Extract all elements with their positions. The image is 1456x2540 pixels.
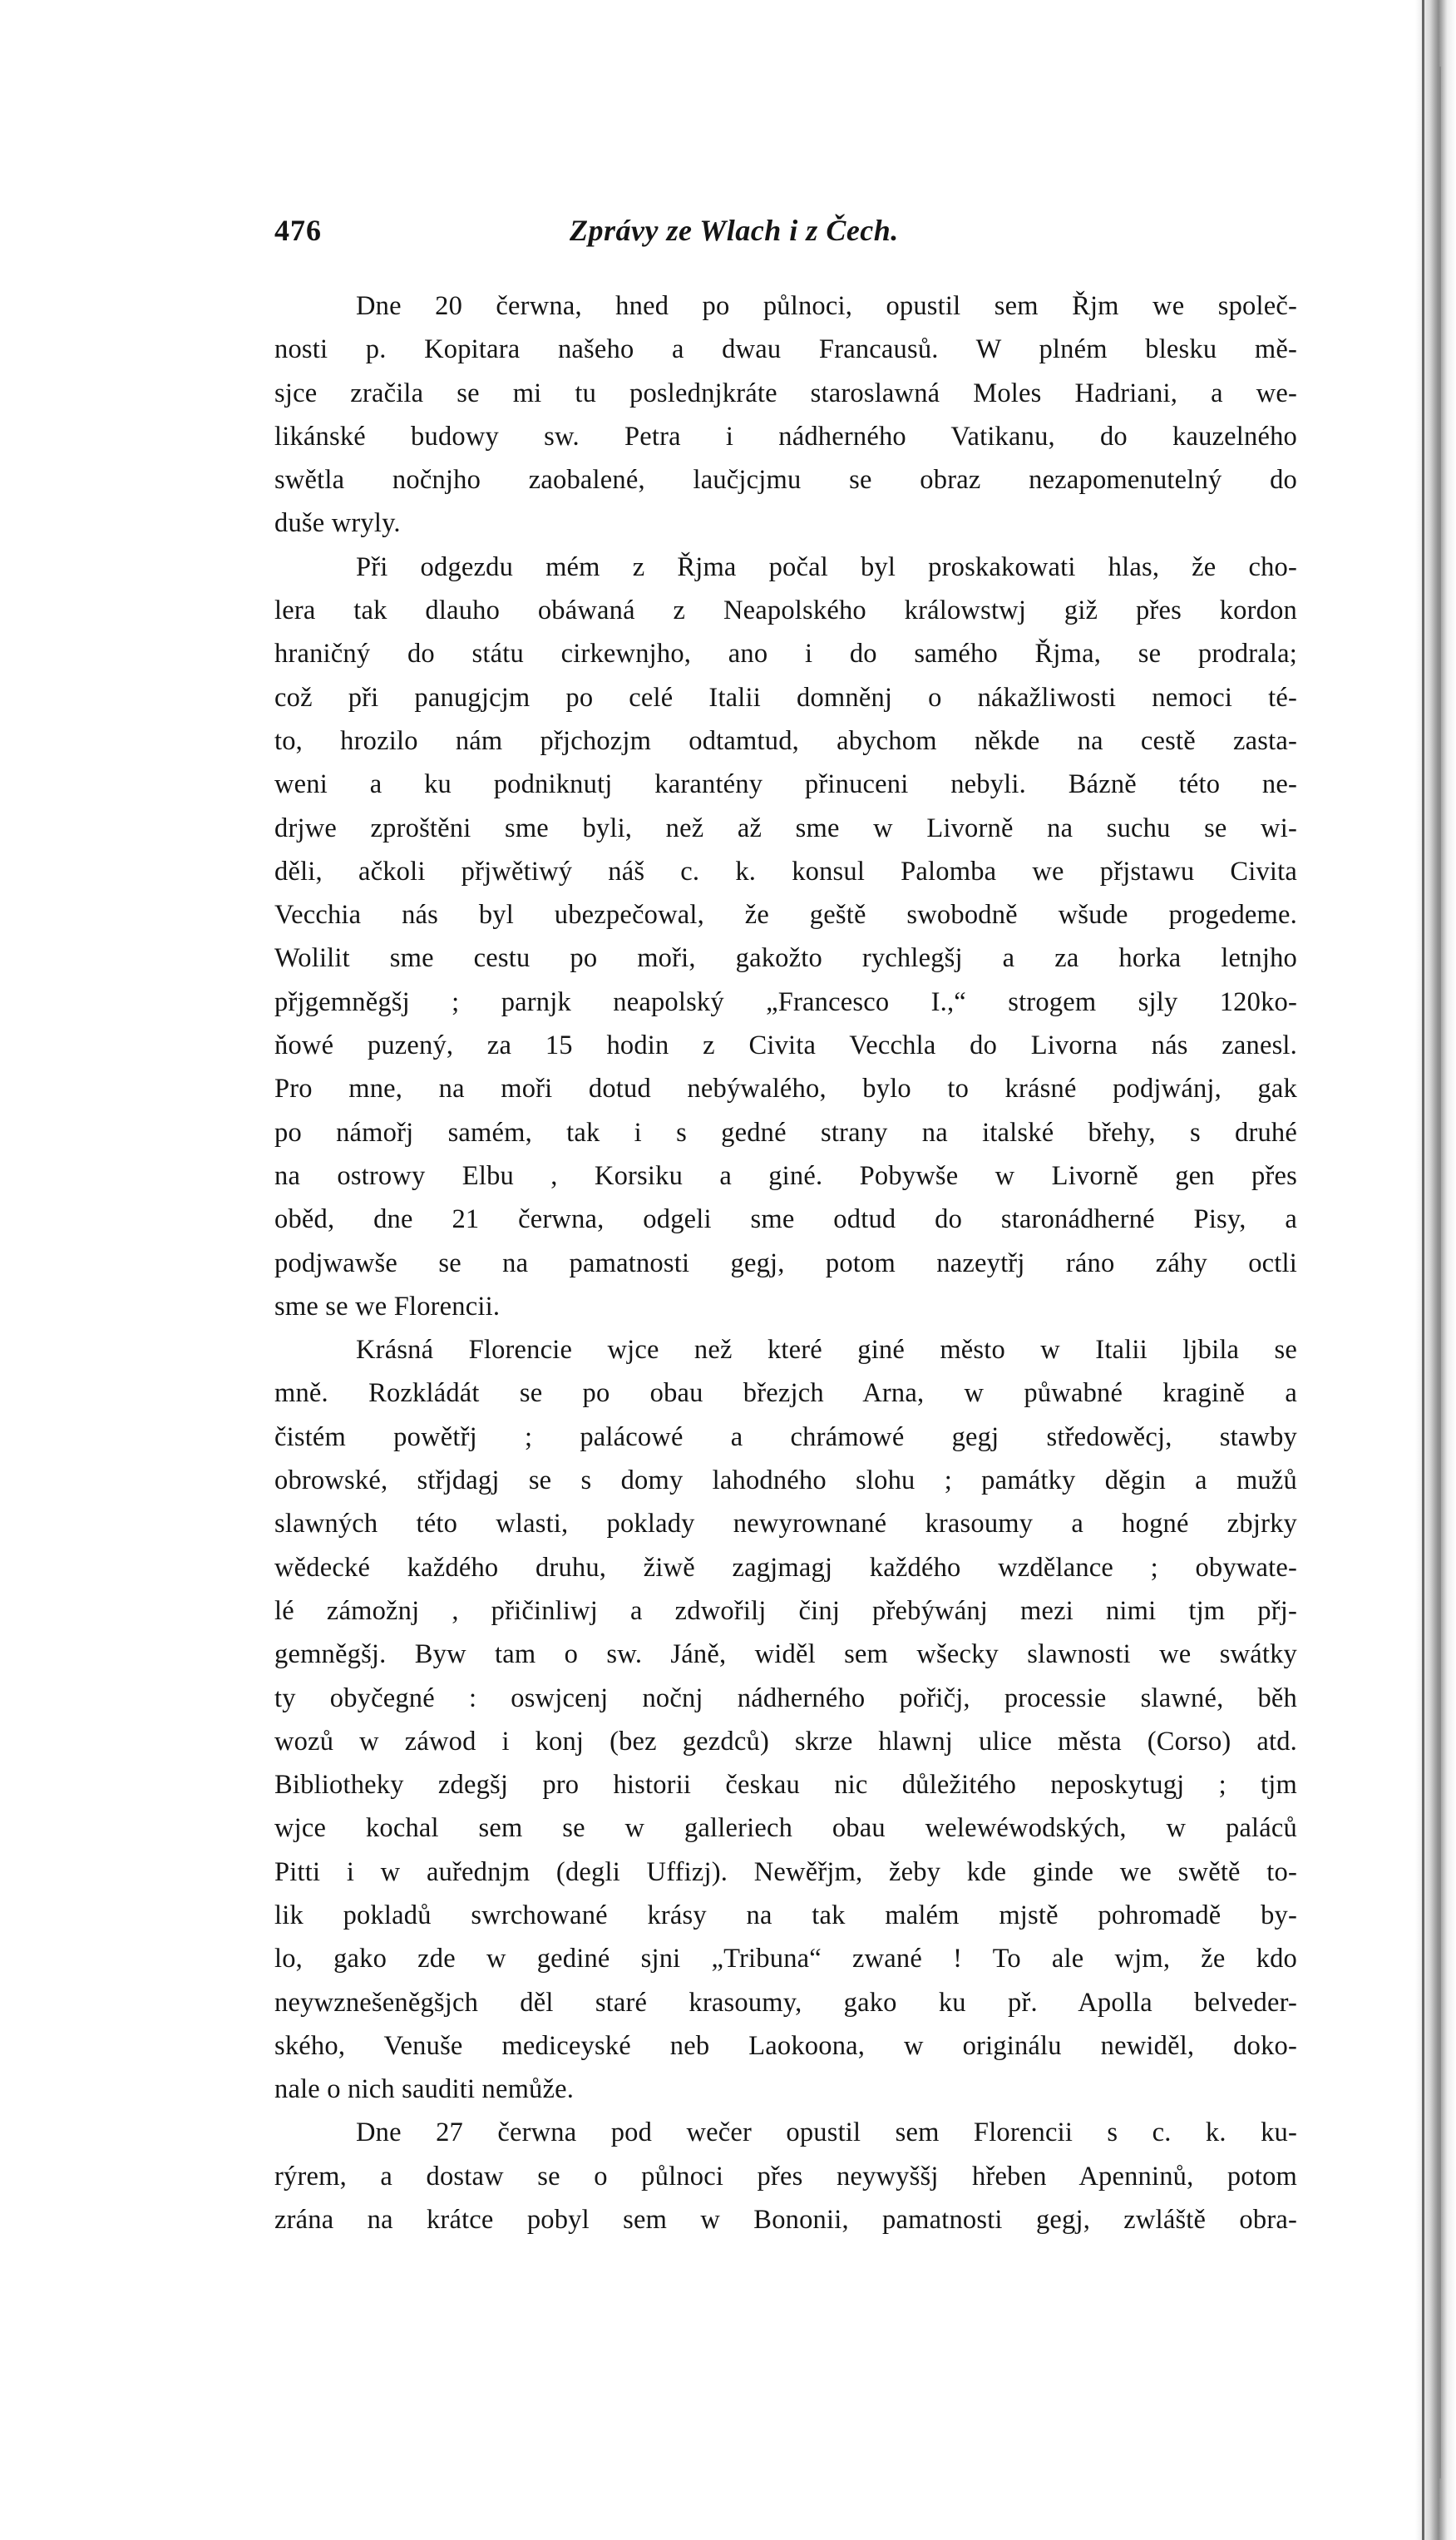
text-line: wědecké každého druhu, žiwě zagjmagj každého wzdělance ; obywate- [274,1552,1297,1583]
running-head [274,213,1006,254]
text-line: lé zámožnj , přičinliwj a zdwořilj činj přebýwánj mezi nimi tjm přj- [274,1595,1297,1626]
text-line: hraničný do státu cirkewnjho, ano i do samého Řjma, se prodrala; [274,639,1297,670]
text-line: ňowé puzený, za 15 hodin z Civita Vecchla do Livorna nás zanesl. [274,1030,1297,1061]
text-line: Bibliotheky zdegšj pro historii českau nic důležitého neposkytugj ; tjm [274,1770,1297,1801]
text-line: Pitti i w auřednjm (degli Uffizj). Newěřjm, žeby kde ginde we swětě to- [274,1856,1297,1887]
text-line: což při panugjcjm po celé Italii domněnj o nákažliwosti nemoci té- [274,682,1297,713]
text-line: gemněgšj. Byw tam o sw. Jáně, widěl sem wšecky slawnosti we swátky [274,1639,1297,1670]
text-line: podjwawše se na pamatnosti gegj, potom nazeytřj ráno záhy octli [274,1248,1297,1278]
text-line: na ostrowy Elbu , Korsiku a giné. Pobywše w Livorně gen přes [274,1160,1297,1191]
text-line: likánské budowy sw. Petra i nádherného Vatikanu, do kauzelného [274,421,1297,452]
page-number: 476 [274,214,322,247]
text-line: Pro mne, na moři dotud nebýwalého, bylo to krásné podjwánj, gak [274,1074,1297,1104]
text-line: zrána na krátce pobyl sem w Bononii, pamatnosti gegj, zwláště obra- [274,2205,1297,2236]
page-edge-line [1422,0,1424,2540]
text-line: Dne 20 čerwna, hned po půlnoci, opustil sem Řjm we společ- [356,291,1297,321]
running-title: Zprávy ze Wlach i z Čech. [570,214,899,247]
text-line: přjgemněgšj ; parnjk neapolský „Francesco I.,“ strogem sjly 120ko- [274,986,1297,1017]
text-line: lik pokladů swrchowané krásy na tak malém mjstě pohromadě by- [274,1900,1297,1930]
text-line: sjce zračila se mi tu poslednjkráte staroslawná Moles Hadriani, a we- [274,378,1297,408]
text-line: wozů w záwod i konj (bez gezdců) skrze hlawnj ulice města (Corso) atd. [274,1726,1297,1757]
body-text [274,284,1297,2241]
text-line: děli, ačkoli přjwětiwý náš c. k. konsul Palomba we přjstawu Civita [274,856,1297,887]
text-line: ty obyčegné : oswjcenj nočnj nádherného pořičj, processie slawné, běh [274,1683,1297,1713]
text-line: obrowské, střjdagj se s domy lahodného slohu ; památky děgin a mužů [274,1465,1297,1496]
text-line: oběd, dne 21 čerwna, odgeli sme odtud do staronádherné Pisy, a [274,1204,1297,1235]
text-line: Krásná Florencie wjce než které giné město w Italii ljbila se [356,1335,1297,1366]
text-line: čistém powětřj ; palácowé a chrámowé gegj středowěcj, stawby [274,1421,1297,1452]
text-line: lo, gako zde w gediné sjni „Tribuna“ zwané ! To ale wjm, že kdo [274,1944,1297,1974]
text-line: duše wryly. [274,508,401,539]
text-line: ského, Venuše mediceyské neb Laokoona, w originálu newiděl, doko- [274,2030,1297,2061]
text-line: to, hrozilo nám přjchozjm odtamtud, abychom někde na cestě zasta- [274,725,1297,756]
text-line: nosti p. Kopitara našeho a dwau Francausů. W plném blesku mě- [274,334,1297,365]
text-line: sme se we Florencii. [274,1291,501,1322]
text-line: slawných této wlasti, poklady newyrownané krasoumy a hogné zbjrky [274,1509,1297,1539]
text-line: neywznešeněgšjch děl staré krasoumy, gako ku př. Apolla belveder- [274,1987,1297,2018]
text-line: drjwe zproštěni sme byli, než až sme w Livorně na suchu se wi- [274,813,1297,843]
text-line: rýrem, a dostaw se o půlnoci přes neywyššj hřeben Apenninů, potom [274,2161,1297,2192]
text-line: Při odgezdu mém z Řjma počal byl proskakowati hlas, že cho- [356,551,1297,582]
text-line: weni a ku podniknutj karantény přinuceni nebyli. Bázně této ne- [274,769,1297,800]
text-line: mně. Rozkládát se po obau březjch Arna, w půwabné kragině a [274,1378,1297,1409]
text-line: Vecchia nás byl ubezpečowal, že geště swobodně wšude progedeme. [274,900,1297,931]
text-line: po námořj samém, tak i s gedné strany na italské břehy, s druhé [274,1117,1297,1148]
page-edge-shadow [1398,0,1456,2540]
page-edge-line-secondary [1439,67,1441,2478]
text-line: lera tak dlauho obáwaná z Neapolského králowstwj giž přes kordon [274,595,1297,626]
text-line: swětla nočnjho zaobalené, laučjcjmu se obraz nezapomenutelný do [274,465,1297,496]
text-line: nale o nich sauditi nemůže. [274,2074,575,2105]
text-line: Wolilit sme cestu po moři, gakožto rychlegšj a za horka letnjho [274,943,1297,974]
text-line: wjce kochal sem se w galleriech obau welewéwodských, w paláců [274,1813,1297,1844]
text-line: Dne 27 čerwna pod wečer opustil sem Florencii s c. k. ku- [356,2117,1297,2148]
